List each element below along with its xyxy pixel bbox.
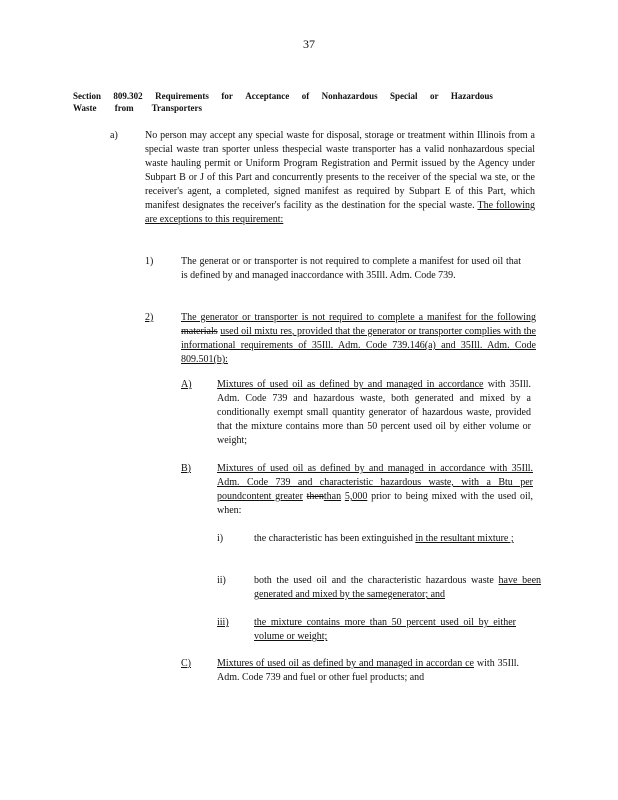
para-a-exceptions: The following are exceptions to this requirement:: [145, 200, 535, 225]
item-2-proviso: , provided that the generator or transporter complies with the informational requirements of 35Ill. Adm. Code 739.146(a) and 35Ill. Adm. Code 809.501(b):: [181, 326, 536, 365]
item-B: [217, 462, 533, 518]
item-A-text: with 35Ill. Adm. Code 739 and hazardous waste, both generated and mixed by a conditionally exempt small quantity generator of hazardous waste, provided that the mixture contains more than 50 percent used oil by either volume or weight;: [217, 379, 532, 446]
item-iii-marker: iii): [217, 617, 229, 628]
para-a-marker: a): [110, 130, 118, 141]
item-ii-text: both the used oil and the characteristic hazardous waste: [254, 575, 494, 586]
heading-word: Requirements: [155, 91, 209, 101]
item-B-inserted: than: [323, 491, 342, 502]
item-C-text: with 35Ill. Adm. Code 739 and fuel or other fuel products; and: [217, 658, 520, 683]
item-A-marker: A): [181, 379, 192, 390]
item-B-marker: B): [181, 463, 191, 474]
item-2: [181, 311, 536, 367]
heading-word: Hazardous: [450, 91, 493, 101]
heading-word: for: [221, 91, 233, 101]
item-i-underlined: in the resultant mixture ;: [415, 533, 514, 544]
heading-word: Acceptance: [245, 91, 290, 101]
item-i-marker: i): [217, 533, 224, 544]
heading-word: 809.302: [113, 91, 143, 101]
item-ii-underlined: have been generated and mixed by the samegenerator; and: [254, 575, 542, 600]
item-B-text: Mixtures of used oil as defined by and managed in accordance with 35Ill. Adm. Code 739 and characteristic hazardous waste, with a Btu per poundcontent greater: [217, 463, 533, 502]
page-number: 37: [303, 37, 315, 51]
heading-word: or: [429, 91, 439, 101]
item-B-tail: prior to being mixed with the used oil, when:: [217, 491, 534, 516]
heading-word: of: [301, 91, 310, 101]
item-2-struck: materials: [181, 326, 218, 337]
item-1-marker: 1): [145, 256, 154, 267]
para-a-text: No person may accept any special waste for disposal, storage or treatment within Illinois from a special waste tran sporter unless thespecial waste transporter has a valid nonhazardous special waste hauling permit or Uniform Program Registration and Permit issued by the Agency under Subpart B or J of this Part and concurrently presents to the receiver of the special wa ste, or the receiver's agent, a completed, signed manifest as required by Subpart E of this Part, which manifest designates the receiver's facility as the destination for the special waste.: [145, 130, 535, 211]
item-ii: [254, 574, 541, 602]
item-2-text: The generator or transporter is not required to complete a manifest for the following: [181, 312, 536, 323]
heading-word: Nonhazardous: [321, 91, 378, 101]
item-C-underlined: Mixtures of used oil as defined by and managed in accordan ce: [217, 658, 474, 669]
para-a: [145, 129, 535, 227]
item-C: [217, 657, 519, 685]
item-B-amount: 5,000: [344, 491, 368, 502]
heading-word: Special: [390, 91, 418, 101]
item-iii: [254, 616, 516, 644]
section-heading: [73, 90, 493, 114]
item-ii-marker: ii): [217, 575, 226, 586]
item-A-underlined: Mixtures of used oil as defined by and managed in accordance: [217, 379, 484, 390]
item-i-text: the characteristic has been extinguished: [254, 533, 413, 544]
heading-line-1: [73, 90, 493, 102]
item-A: [217, 378, 531, 448]
item-iii-text: the mixture contains more than 50 percent used oil by either volume or weight;: [254, 617, 516, 642]
item-C-marker: C): [181, 658, 191, 669]
item-2-marker: 2): [145, 312, 154, 323]
item-B-struck: then: [306, 491, 324, 502]
heading-word: Section: [73, 91, 101, 101]
item-1-text: The generat or or transporter is not required to complete a manifest for used oil that is defined by and managed inaccordance with 35Ill. Adm. Code 739.: [181, 256, 521, 281]
item-2-inserted: used oil mixtu res: [220, 326, 292, 337]
heading-line-2: Waste from Transporters: [73, 103, 202, 113]
item-1: [181, 255, 521, 283]
item-i: [254, 532, 534, 546]
